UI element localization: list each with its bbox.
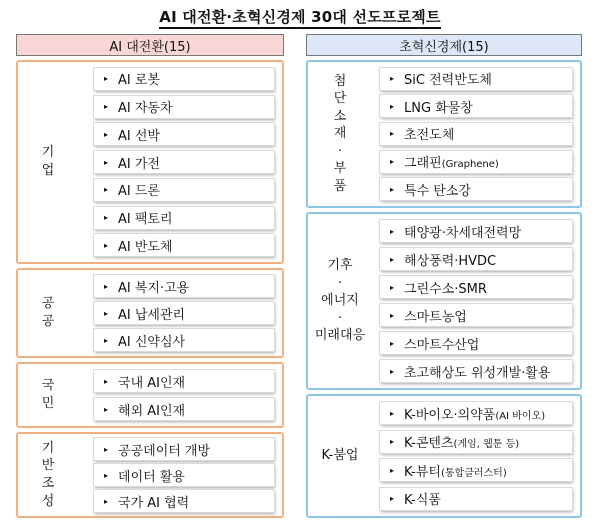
triangle-bullet-icon: ▸	[104, 335, 109, 345]
project-name: 국가 AI 협력	[118, 495, 190, 511]
project-name: 특수 탄소강	[404, 183, 471, 199]
project-item-text	[118, 331, 185, 350]
project-name: 해상풍력·HVDC	[404, 253, 497, 269]
triangle-bullet-icon: ▸	[104, 240, 109, 250]
project-name: 데이터 활용	[118, 469, 185, 485]
project-name: LNG 화물창	[404, 100, 473, 116]
project-item	[94, 438, 274, 460]
project-item-text	[404, 362, 550, 381]
project-name: 초고해상도 위성개발·활용	[404, 365, 551, 381]
group-label-text: ·	[337, 275, 343, 291]
project-name: AI 가전	[118, 156, 160, 172]
project-item	[380, 276, 572, 298]
project-name: 스마트농업	[404, 309, 467, 325]
project-item-text	[404, 278, 487, 297]
group-label-text: 소	[333, 108, 347, 124]
ic-group-k-boomup	[306, 394, 582, 518]
project-item-text	[118, 372, 185, 391]
project-name: AI 신약심사	[118, 334, 186, 350]
project-name: AI 드론	[118, 184, 160, 200]
page-title: AI 대전환·초혁신경제 30대 선도프로젝트	[0, 6, 600, 27]
project-item	[380, 488, 572, 510]
group-label-text: K-붐업	[321, 448, 359, 464]
project-item-text	[404, 180, 471, 199]
project-item-text	[404, 250, 496, 269]
project-item	[94, 123, 274, 145]
project-item-text	[404, 489, 441, 508]
group-label-text: 기후	[327, 258, 353, 274]
triangle-bullet-icon: ▸	[104, 213, 109, 222]
project-name: 스마트수산업	[404, 337, 480, 353]
group-label-text: 기	[41, 440, 55, 456]
project-name: 해외 AI인재	[118, 403, 186, 419]
hyper-innovation-header: 초혁신경제(15)	[306, 34, 582, 56]
project-list	[380, 62, 572, 206]
project-name: AI 자동차	[118, 101, 173, 116]
project-item-text	[404, 306, 467, 325]
project-item	[380, 95, 572, 117]
project-name: SiC 전력반도체	[404, 73, 492, 89]
project-item	[94, 234, 274, 256]
project-name: 공공데이터 개방	[118, 443, 211, 459]
triangle-bullet-icon: ▸	[390, 494, 395, 504]
group-label	[308, 62, 372, 206]
project-item-text	[118, 466, 185, 485]
project-item	[380, 431, 572, 453]
project-name: 국내 AI인재	[118, 375, 186, 391]
project-item	[94, 275, 274, 297]
project-item-text	[404, 152, 499, 171]
project-name: AI 팩토리	[118, 212, 173, 227]
project-list	[94, 434, 274, 516]
project-item-text	[118, 97, 173, 116]
project-item	[380, 248, 572, 270]
group-label-text: 업	[41, 163, 55, 178]
group-label-text: ·	[337, 310, 343, 326]
project-item	[94, 96, 274, 118]
project-item	[94, 207, 274, 229]
ic-group-climate-energy	[306, 212, 582, 390]
project-list	[380, 214, 572, 388]
group-label	[18, 62, 78, 262]
triangle-bullet-icon: ▸	[390, 465, 395, 475]
project-item	[94, 370, 274, 392]
group-label-text: 재	[333, 126, 347, 142]
triangle-bullet-icon: ▸	[104, 444, 109, 454]
triangle-bullet-icon: ▸	[390, 408, 395, 418]
group-label-text: 반	[41, 458, 55, 474]
group-label	[18, 434, 78, 516]
project-item	[94, 179, 274, 201]
project-item	[380, 332, 572, 354]
project-item-text	[404, 222, 521, 241]
group-label	[308, 396, 372, 516]
project-item-text	[118, 153, 160, 172]
triangle-bullet-icon: ▸	[390, 366, 395, 376]
triangle-bullet-icon: ▸	[390, 74, 395, 84]
project-item-text	[118, 125, 160, 144]
project-note: (게임, 웹툰 등)	[453, 439, 520, 451]
project-name: AI 반도체	[118, 239, 173, 255]
project-name: AI 복지·고용	[118, 280, 190, 296]
group-label-text: 기	[41, 145, 55, 161]
triangle-bullet-icon: ▸	[390, 226, 395, 236]
triangle-bullet-icon: ▸	[390, 254, 395, 264]
group-label-text: 공	[41, 314, 55, 329]
group-label-text: ·	[337, 143, 343, 159]
project-item-text	[404, 461, 507, 480]
project-name: AI 납세관리	[118, 307, 186, 323]
project-note: (통합클러스터)	[440, 467, 507, 479]
project-item-text	[404, 97, 473, 116]
project-item	[94, 68, 274, 90]
triangle-bullet-icon: ▸	[390, 310, 395, 320]
triangle-bullet-icon: ▸	[390, 184, 395, 194]
project-item-text	[118, 304, 185, 323]
project-list	[94, 364, 274, 426]
triangle-bullet-icon: ▸	[104, 185, 109, 195]
group-label	[308, 214, 372, 388]
project-name: 그래핀	[404, 156, 442, 172]
project-note: (Graphene)	[441, 159, 499, 171]
ai-group-citizens	[16, 362, 284, 428]
project-name: AI 로봇	[118, 73, 160, 89]
project-name: 그린수소·SMR	[404, 281, 487, 297]
project-item	[94, 398, 274, 420]
project-item-text	[118, 492, 189, 511]
project-name: 초전도체	[404, 128, 455, 144]
triangle-bullet-icon: ▸	[390, 157, 395, 167]
group-label-text: 품	[333, 178, 347, 194]
group-label-text: 미래대응	[314, 328, 366, 344]
triangle-bullet-icon: ▸	[390, 338, 395, 348]
project-item	[94, 151, 274, 173]
triangle-bullet-icon: ▸	[104, 496, 109, 506]
triangle-bullet-icon: ▸	[104, 470, 109, 480]
group-label-text: 에너지	[321, 293, 359, 309]
project-item-text	[404, 334, 479, 353]
project-name: K-바이오·의약품	[404, 407, 496, 423]
project-item	[380, 220, 572, 242]
triangle-bullet-icon: ▸	[390, 129, 395, 139]
triangle-bullet-icon: ▸	[104, 308, 109, 318]
project-item-text	[118, 277, 189, 296]
project-item-text	[404, 432, 519, 451]
project-list	[94, 62, 274, 262]
project-name: AI 선박	[118, 128, 160, 144]
triangle-bullet-icon: ▸	[104, 281, 109, 291]
group-label-text: 부	[333, 161, 347, 177]
project-item	[380, 360, 572, 382]
project-name: K-뷰티	[404, 464, 441, 480]
project-item	[380, 304, 572, 326]
triangle-bullet-icon: ▸	[390, 282, 395, 292]
triangle-bullet-icon: ▸	[390, 437, 395, 447]
project-item-text	[118, 236, 173, 255]
ai-group-enterprise	[16, 60, 284, 264]
project-item	[380, 178, 572, 200]
ai-group-public	[16, 268, 284, 358]
ai-group-infrastructure	[16, 432, 284, 518]
project-item-text	[404, 69, 492, 88]
project-item	[94, 329, 274, 351]
project-item-text	[118, 180, 160, 199]
group-label-text: 민	[41, 396, 55, 411]
project-item	[380, 151, 572, 173]
project-item-text	[118, 440, 210, 459]
triangle-bullet-icon: ▸	[390, 101, 395, 111]
project-item	[94, 464, 274, 486]
triangle-bullet-icon: ▸	[104, 74, 109, 84]
project-item	[380, 68, 572, 90]
project-list	[94, 270, 274, 356]
ic-group-advanced-materials	[306, 60, 582, 208]
group-label-text: 단	[333, 91, 347, 107]
project-item-text	[118, 208, 173, 227]
triangle-bullet-icon: ▸	[104, 376, 109, 386]
project-name: 태양광·차세대전력망	[404, 225, 522, 241]
group-label-text: 성	[41, 493, 55, 509]
project-item	[380, 402, 572, 424]
project-item	[94, 302, 274, 324]
project-name: K-식품	[404, 493, 441, 509]
triangle-bullet-icon: ▸	[104, 102, 109, 111]
group-label-text: 국	[41, 378, 55, 394]
project-item-text	[118, 69, 160, 88]
ai-transformation-header: AI 대전환(15)	[16, 34, 284, 56]
project-item	[380, 459, 572, 481]
group-label	[18, 364, 78, 426]
project-item	[380, 123, 572, 145]
triangle-bullet-icon: ▸	[104, 129, 109, 139]
triangle-bullet-icon: ▸	[104, 157, 109, 167]
project-item-text	[404, 124, 454, 143]
group-label-text: 공	[41, 296, 55, 312]
group-label-text: 첨	[333, 73, 347, 89]
project-item	[94, 490, 274, 512]
triangle-bullet-icon: ▸	[104, 404, 109, 414]
project-name: K-콘텐츠	[404, 436, 454, 452]
group-label	[18, 270, 78, 356]
project-item-text	[118, 400, 185, 419]
group-label-text: 조	[41, 476, 55, 491]
project-list	[380, 396, 572, 516]
project-item-text	[404, 404, 545, 423]
project-note: (AI 바이오)	[495, 410, 546, 422]
